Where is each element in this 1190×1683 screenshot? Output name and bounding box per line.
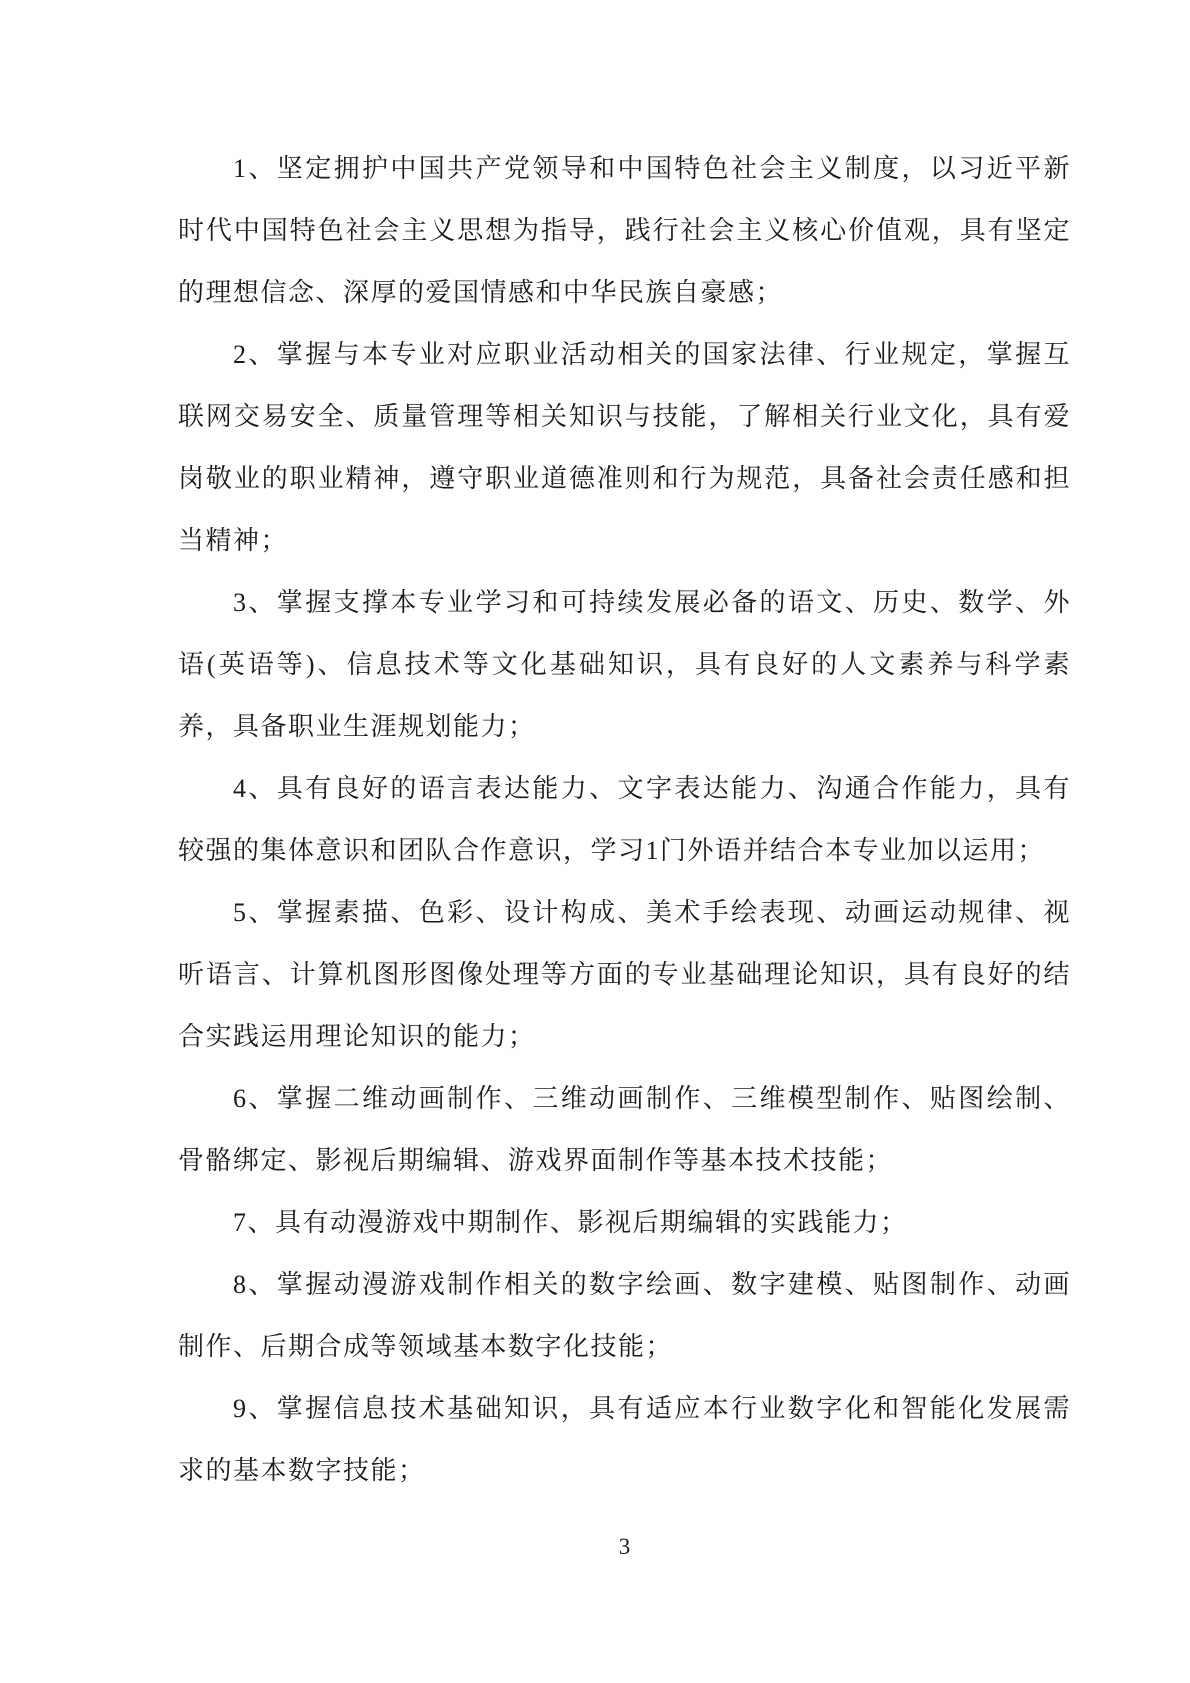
paragraph: 3、掌握支撑本专业学习和可持续发展必备的语文、历史、数学、外语(英语等)、信息技术等文化基础知识，具有良好的人文素养与科学素养，具备职业生涯规划能力；	[178, 588, 1071, 741]
paragraph: 2、掌握与本专业对应职业活动相关的国家法律、行业规定，掌握互联网交易安全、质量管理等相关知识与技能，了解相关行业文化，具有爱岗敬业的职业精神，遵守职业道德准则和行为规范，具备社会责任感和担当精神；	[178, 340, 1071, 555]
page-footer	[178, 1534, 1071, 1560]
paragraph: 6、掌握二维动画制作、三维动画制作、三维模型制作、贴图绘制、骨骼绑定、影视后期编辑、游戏界面制作等基本技术技能；	[178, 1084, 1071, 1175]
paragraph: 1、坚定拥护中国共产党领导和中国特色社会主义制度，以习近平新时代中国特色社会主义思想为指导，践行社会主义核心价值观，具有坚定的理想信念、深厚的爱国情感和中华民族自豪感；	[178, 154, 1071, 307]
paragraph: 5、掌握素描、色彩、设计构成、美术手绘表现、动画运动规律、视听语言、计算机图形图像处理等方面的专业基础理论知识，具有良好的结合实践运用理论知识的能力；	[178, 898, 1071, 1051]
paragraph: 9、掌握信息技术基础知识，具有适应本行业数字化和智能化发展需求的基本数字技能；	[178, 1394, 1071, 1485]
document-body	[178, 138, 1071, 1502]
paragraph: 4、具有良好的语言表达能力、文字表达能力、沟通合作能力，具有较强的集体意识和团队合作意识，学习1门外语并结合本专业加以运用；	[178, 774, 1071, 865]
paragraph: 8、掌握动漫游戏制作相关的数字绘画、数字建模、贴图制作、动画制作、后期合成等领域基本数字化技能；	[178, 1270, 1071, 1361]
page-number: 3	[618, 1534, 631, 1559]
paragraph: 7、具有动漫游戏中期制作、影视后期编辑的实践能力；	[233, 1208, 908, 1237]
